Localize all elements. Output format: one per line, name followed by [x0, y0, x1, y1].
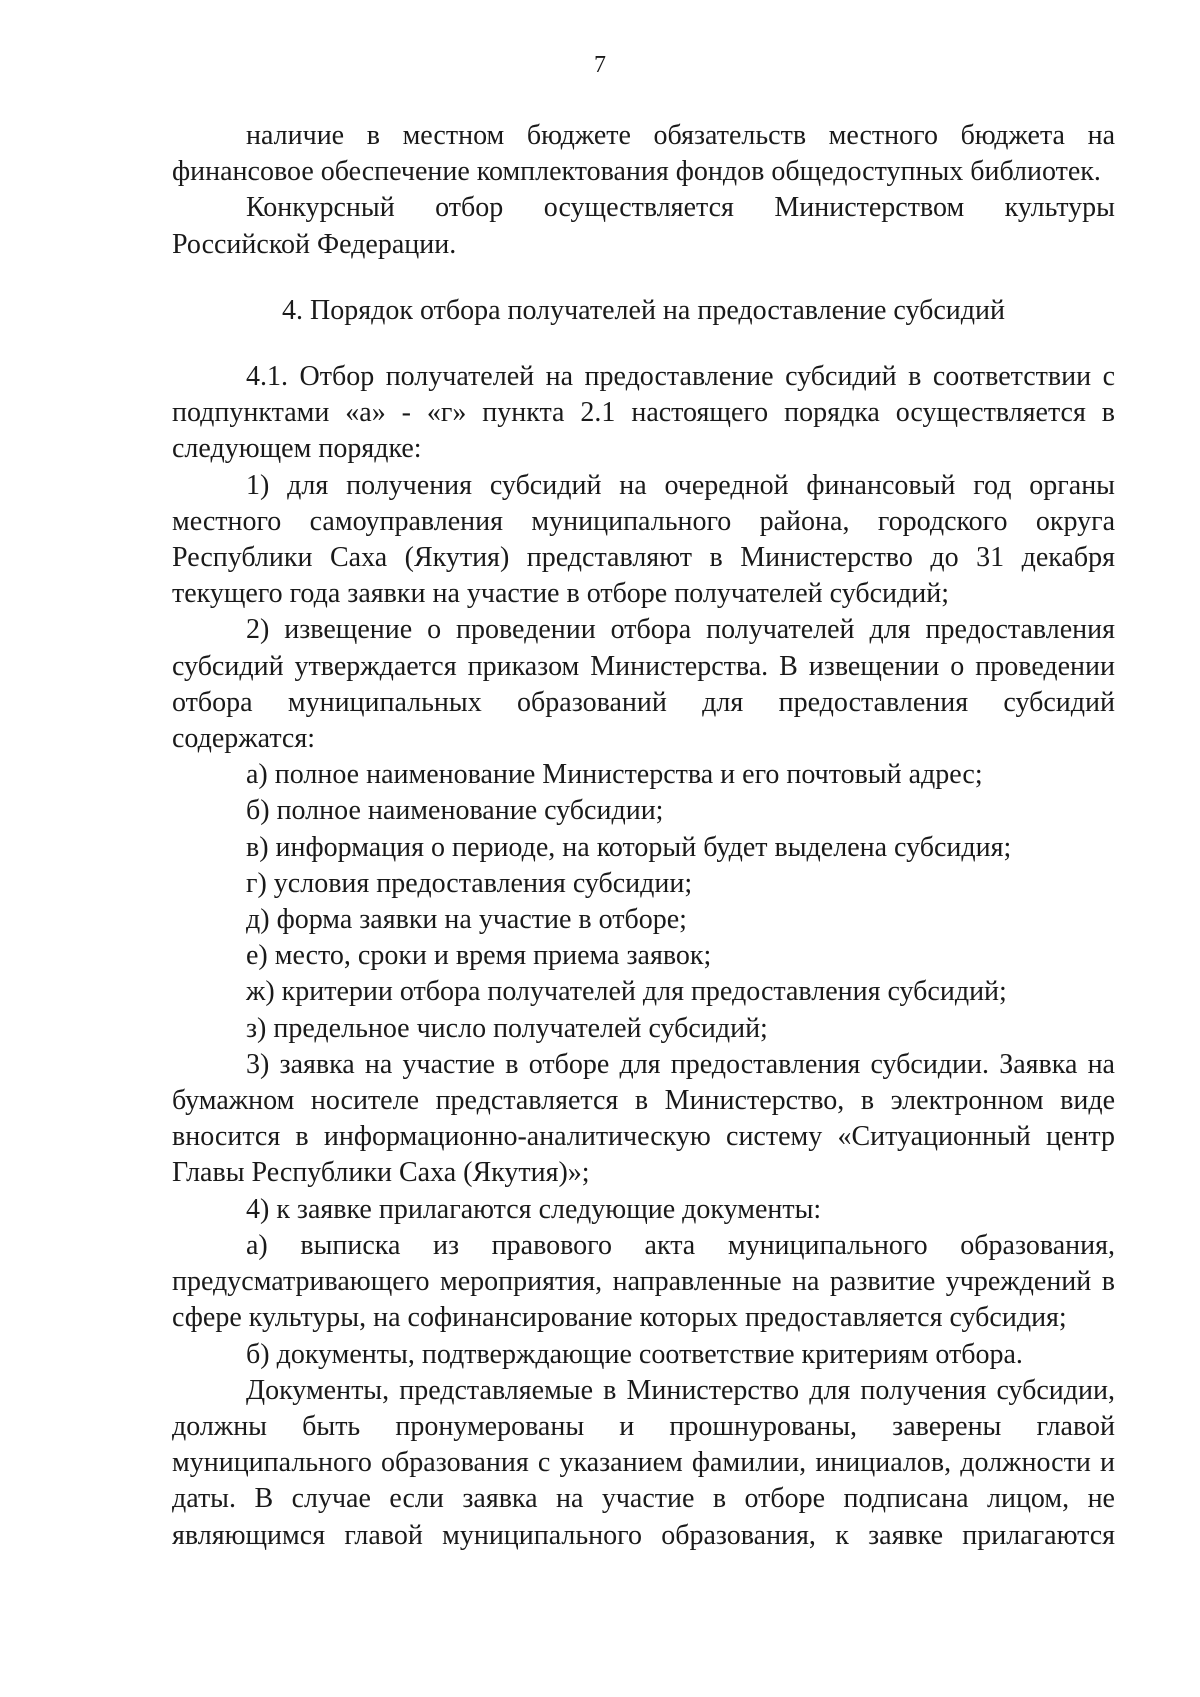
list-item-zh: ж) критерии отбора получателей для предоставления субсидий;: [246, 976, 1007, 1008]
page-number: 7: [594, 52, 606, 78]
paragraph-item-4: 4) к заявке прилагаются следующие документы:: [246, 1193, 822, 1225]
paragraph-documents: Документы, представляемые в Министерство для получения субсидии, должны быть пронумерованы и прошнурованы, заверены главой муниципального образования с указанием фамилии, инициалов, должности и даты. В случае если заявка на участие в отборе подписана лицом, не являющимся главой муниципального образования, к заявке прилагаются: [172, 1374, 1115, 1551]
paragraph-item-3: 3) заявка на участие в отборе для предоставления субсидии. Заявка на бумажном носителе представляется в Министерство, в электронном виде вносится в информационно-аналитическую систему «Ситуационный центр Главы Республики Саха (Якутия)»;: [172, 1048, 1115, 1189]
section-heading: 4. Порядок отбора получателей на предоставление субсидий: [282, 294, 1005, 326]
paragraph-local-budget: наличие в местном бюджете обязательств местного бюджета на финансовое обеспечение комплектования фондов общедоступных библиотек.: [172, 120, 1115, 188]
list-item-z: з) предельное число получателей субсидий;: [246, 1012, 768, 1044]
list-item-4-b: б) документы, подтверждающие соответствие критериям отбора.: [246, 1338, 1023, 1370]
list-item-v: в) информация о периоде, на который будет выделена субсидия;: [246, 831, 1012, 863]
paragraph-4-1: 4.1. Отбор получателей на предоставление субсидий в соответствии с подпунктами «а» - «г» пункта 2.1 настоящего порядка осуществляется в следующем порядке:: [172, 361, 1115, 465]
list-item-a: а) полное наименование Министерства и его почтовый адрес;: [246, 759, 983, 791]
list-item-b: б) полное наименование субсидии;: [246, 795, 664, 827]
list-item-g: г) условия предоставления субсидии;: [246, 867, 693, 899]
list-item-d: д) форма заявки на участие в отборе;: [246, 904, 687, 936]
paragraph-competitive-selection: Конкурсный отбор осуществляется Министерством культуры Российской Федерации.: [172, 192, 1115, 260]
paragraph-item-1: 1) для получения субсидий на очередной финансовый год органы местного самоуправления муниципального района, городского округа Республики Саха (Якутия) представляют в Министерство до 31 декабря текущего года заявки на участие в отборе получателей субсидий;: [172, 469, 1115, 610]
list-item-e: е) место, сроки и время приема заявок;: [246, 940, 712, 972]
list-item-4-a: а) выписка из правового акта муниципального образования, предусматривающего мероприятия, направленные на развитие учреждений в сфере культуры, на софинансирование которых предоставляется субсидия;: [172, 1229, 1115, 1334]
document-body: [172, 118, 1115, 1554]
paragraph-item-2: 2) извещение о проведении отбора получателей для предоставления субсидий утверждается приказом Министерства. В извещении о проведении отбора муниципальных образований для предоставления субсидий содержатся:: [172, 614, 1115, 755]
